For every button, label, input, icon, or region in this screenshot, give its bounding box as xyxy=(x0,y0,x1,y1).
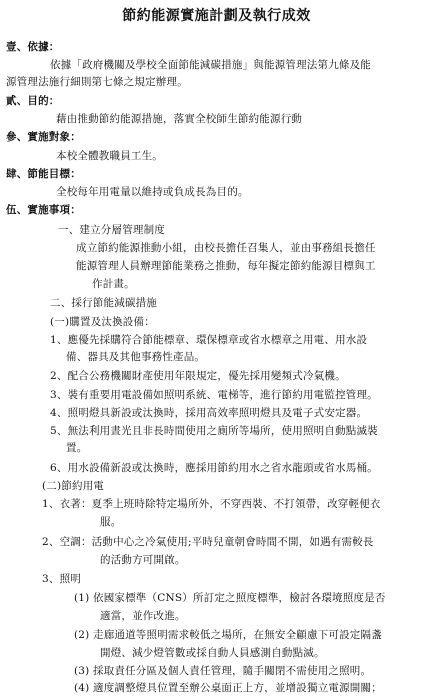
section-heading-goal: 肆、節能目標： xyxy=(6,168,81,180)
subsection-heading: 一、建立分層管理制度 xyxy=(58,224,165,236)
list-item: 置。 xyxy=(66,442,88,454)
document-title: 節約能源實施計劃及執行成效 xyxy=(122,8,311,24)
list-item: 1、應優先採購符合節能標章、環保標章或省水標章之用電、用水設 xyxy=(50,334,368,346)
paragraph-line: 藉由推動節約能源措施，落實全校師生節約能源行動 xyxy=(56,113,303,125)
list-item: (2) 走廊通道等照明需求較低之場所，在無安全顧慮下可設定隔盞 xyxy=(74,629,382,641)
section-heading-items: 伍、實施事項： xyxy=(6,204,81,216)
paragraph-line: 能源管理人員辦理節能業務之推動，每年擬定節約能源目標與工 xyxy=(76,260,376,272)
list-item: 適當，並作改進。 xyxy=(100,610,186,622)
list-item: 4、照明燈具新設或汰換時，採用高效率照明燈具及電子式安定器。 xyxy=(50,407,368,419)
list-item: 服。 xyxy=(100,516,122,528)
paragraph-line: 本校全體教職員工生。 xyxy=(56,150,163,162)
paragraph-line: 源管理法施行細則第七條之規定辦理。 xyxy=(6,76,188,88)
list-item: (1) 依國家標準（CNS）所訂定之照度標準，檢討各環境照度是否 xyxy=(74,592,386,604)
paragraph-line: 作計畫。 xyxy=(92,278,135,290)
list-item: 備、器具及其他事務性產品。 xyxy=(66,351,206,363)
list-item: 1、衣著：夏季上班時除特定場所外，不穿西裝、不打領帶，改穿輕便衣 xyxy=(42,498,381,510)
list-heading: (二)節約用電 xyxy=(42,480,105,492)
list-item: 的活動方可開啟。 xyxy=(100,554,186,566)
list-item: (4) 適度調整燈具位置至辦公桌面正上方，並增設獨立電源開關； xyxy=(74,682,382,694)
list-item: 2、配合公務機關財產使用年限規定，優先採用變頻式冷氣機。 xyxy=(50,370,346,382)
section-heading-basis: 壹、依據： xyxy=(6,41,60,53)
subsection-heading: 二、採行節能減碳措施 xyxy=(50,297,157,309)
list-item: 開燈、減少燈管數或採自動人員感測自動點滅。 xyxy=(100,647,325,659)
paragraph-line: 依據「政府機關及學校全面節能減碳措施」與能源管理法第九條及能 xyxy=(50,59,371,71)
list-item: 3、裝有重要用電設備如照明系統、電梯等，進行節約用電監控管理。 xyxy=(50,389,378,401)
section-heading-target: 參、實施對象： xyxy=(6,131,81,143)
list-item: 5、無法利用晝光且非長時間使用之廁所等場所，使用照明自動點滅裝 xyxy=(50,425,378,437)
list-item: 6、用水設備新設或汰換時，應採用節約用水之省水龍頭或省水馬桶。 xyxy=(50,462,378,474)
section-heading-purpose: 貳、目的： xyxy=(6,95,60,107)
list-item: 3、照明 xyxy=(42,573,81,585)
list-item: (3) 採取責任分區及個人責任管理，隨手關閉不需使用之照明。 xyxy=(74,665,372,677)
list-heading: (一)購置及汰換設備： xyxy=(50,316,155,328)
paragraph-line: 全校每年用電量以維持或負成長為目的。 xyxy=(56,186,249,198)
list-item: 2、空調：活動中心之冷氣使用;平時兒童朝會時間不開，如遇有需較長 xyxy=(42,536,374,548)
paragraph-line: 成立節約能源推動小組，由校長擔任召集人，並由事務組長擔任 xyxy=(76,242,376,254)
